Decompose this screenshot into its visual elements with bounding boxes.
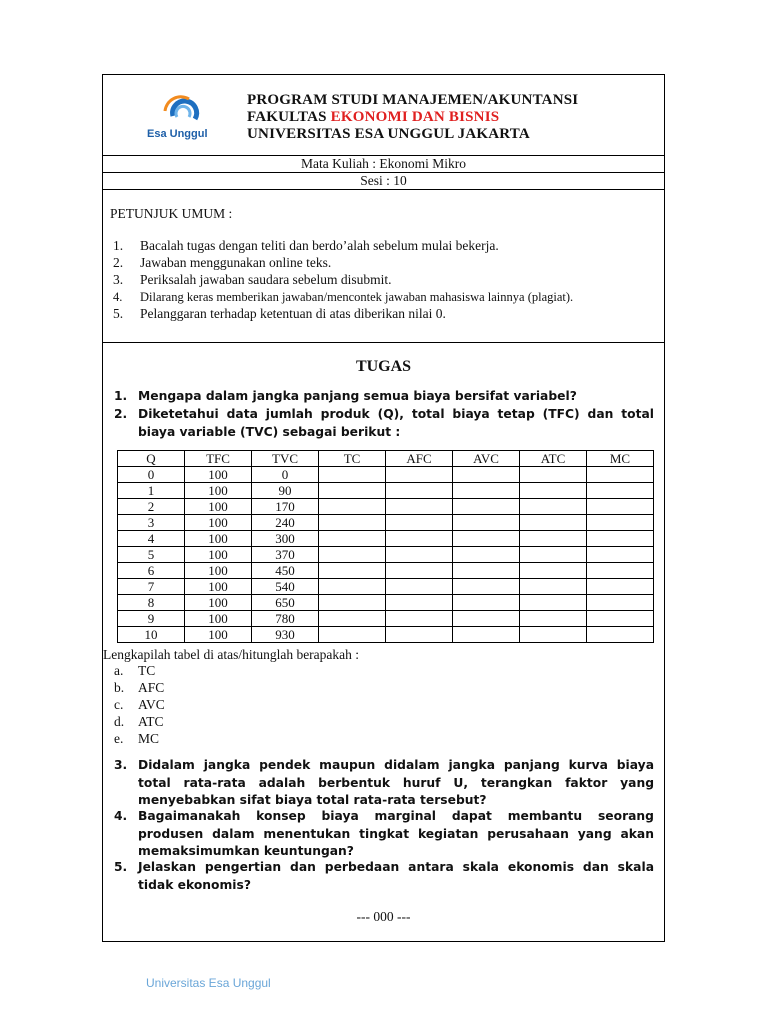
table-cell: 6	[118, 563, 185, 579]
table-row	[118, 579, 654, 595]
table-cell: 650	[252, 595, 319, 611]
assignment-title: TUGAS	[355, 358, 412, 375]
table-cell	[520, 483, 587, 499]
table-cell: 100	[185, 547, 252, 563]
table-cell: 100	[185, 467, 252, 483]
col-tc: TC	[319, 451, 386, 467]
table-cell: 100	[185, 483, 252, 499]
col-tvc: TVC	[252, 451, 319, 467]
table-cell	[386, 531, 453, 547]
table-row	[118, 467, 654, 483]
table-cell: 7	[118, 579, 185, 595]
table-cell: 780	[252, 611, 319, 627]
table-cell	[587, 611, 654, 627]
table-cell	[520, 595, 587, 611]
table-cell: 1	[118, 483, 185, 499]
table-cell	[453, 515, 520, 531]
faculty-line: FAKULTAS EKONOMI DAN BISNIS	[247, 109, 500, 125]
table-cell	[520, 627, 587, 643]
table-cell	[386, 467, 453, 483]
university-logo	[143, 93, 225, 143]
table-cell: 100	[185, 515, 252, 531]
table-cell	[587, 563, 654, 579]
question-1: 1. Mengapa dalam jangka panjang semua biaya bersifat variabel?	[114, 389, 577, 403]
table-cell: 540	[252, 579, 319, 595]
table-cell	[319, 483, 386, 499]
table-cell: 0	[118, 467, 185, 483]
faculty-highlight: EKONOMI DAN BISNIS	[330, 109, 500, 125]
table-cell	[520, 563, 587, 579]
table-cell: 930	[252, 627, 319, 643]
table-cell: 4	[118, 531, 185, 547]
table-row	[118, 627, 654, 643]
list-item: a. TC	[114, 663, 156, 678]
table-cell	[520, 499, 587, 515]
table-cell: 100	[185, 579, 252, 595]
instruction-item: 3. Periksalah jawaban saudara sebelum disubmit.	[113, 272, 392, 287]
table-cell: 100	[185, 611, 252, 627]
table-row	[118, 611, 654, 627]
table-cell	[319, 627, 386, 643]
table-cell: 170	[252, 499, 319, 515]
table-cell	[453, 579, 520, 595]
table-cell	[319, 467, 386, 483]
table-cell	[453, 547, 520, 563]
table-cell	[520, 579, 587, 595]
table-cell	[453, 595, 520, 611]
col-afc: AFC	[386, 451, 453, 467]
esa-unggul-logo-icon	[143, 93, 225, 143]
table-cell: 0	[252, 467, 319, 483]
question-4: 4. Bagaimanakah konsep biaya marginal dapat membantu seorang produsen dalam menentukan tingkat kegiatan perusahaan yang akan memaksimumkan keuntungan?	[114, 809, 654, 858]
table-cell	[386, 483, 453, 499]
table-cell	[520, 547, 587, 563]
table-cell	[386, 595, 453, 611]
table-cell: 100	[185, 499, 252, 515]
list-item: b. AFC	[114, 680, 165, 695]
table-cell: 2	[118, 499, 185, 515]
col-atc: ATC	[520, 451, 587, 467]
cost-table	[117, 450, 654, 643]
assignment-document	[102, 74, 665, 942]
table-cell	[386, 579, 453, 595]
document-header	[103, 75, 664, 156]
table-cell	[453, 499, 520, 515]
table-cell	[453, 611, 520, 627]
col-mc: MC	[587, 451, 654, 467]
table-cell	[520, 531, 587, 547]
program-line: PROGRAM STUDI MANAJEMEN/AKUNTANSI	[247, 92, 579, 108]
instruction-item: 1. Bacalah tugas dengan teliti dan berdo’alah sebelum mulai bekerja.	[113, 238, 499, 253]
table-cell: 5	[118, 547, 185, 563]
table-cell: 9	[118, 611, 185, 627]
table-cell: 10	[118, 627, 185, 643]
table-cell	[319, 579, 386, 595]
page-footer: Universitas Esa Unggul	[146, 976, 271, 990]
table-cell	[386, 515, 453, 531]
university-line: UNIVERSITAS ESA UNGGUL JAKARTA	[247, 126, 530, 142]
list-item: d. ATC	[114, 714, 164, 729]
table-cell: 300	[252, 531, 319, 547]
instruction-item: 5. Pelanggaran terhadap ketentuan di atas diberikan nilai 0.	[113, 306, 446, 321]
course-name: Mata Kuliah : Ekonomi Mikro	[103, 155, 664, 173]
question-2: 2. Diketetahui data jumlah produk (Q), total biaya tetap (TFC) dan total biaya variable (TVC) sebagai berikut :	[114, 407, 654, 439]
col-tfc: TFC	[185, 451, 252, 467]
instructions-title: PETUNJUK UMUM :	[110, 206, 233, 221]
table-row	[118, 595, 654, 611]
table-cell	[587, 627, 654, 643]
col-avc: AVC	[453, 451, 520, 467]
table-cell: 100	[185, 595, 252, 611]
table-cell	[453, 483, 520, 499]
session-number: Sesi : 10	[103, 173, 664, 190]
table-cell	[386, 627, 453, 643]
logo-text: Esa Unggul	[147, 128, 208, 140]
table-cell	[319, 563, 386, 579]
table-cell	[587, 483, 654, 499]
list-item: e. MC	[114, 731, 160, 746]
table-cell: 370	[252, 547, 319, 563]
complete-table-instruction: Lengkapilah tabel di atas/hitunglah berapakah :	[103, 647, 360, 662]
table-row	[118, 531, 654, 547]
table-cell	[587, 515, 654, 531]
table-cell	[520, 611, 587, 627]
table-cell: 100	[185, 627, 252, 643]
table-cell	[520, 467, 587, 483]
table-cell: 100	[185, 563, 252, 579]
table-cell: 3	[118, 515, 185, 531]
table-cell: 100	[185, 531, 252, 547]
table-row	[118, 515, 654, 531]
table-cell	[319, 595, 386, 611]
table-cell: 8	[118, 595, 185, 611]
table-cell	[453, 627, 520, 643]
table-cell	[587, 467, 654, 483]
question-3: 3. Didalam jangka pendek maupun didalam jangka panjang kurva biaya total rata-rata adalah berbentuk huruf U, terangkan faktor yang menyebabkan sifat biaya total rata-rata tersebut?	[114, 758, 654, 807]
table-cell	[587, 595, 654, 611]
table-cell	[386, 499, 453, 515]
table-cell	[453, 467, 520, 483]
table-row	[118, 547, 654, 563]
table-cell	[386, 563, 453, 579]
table-cell: 90	[252, 483, 319, 499]
table-row	[118, 499, 654, 515]
table-cell	[520, 515, 587, 531]
list-item: c. AVC	[114, 697, 165, 712]
table-cell	[587, 499, 654, 515]
table-row	[118, 483, 654, 499]
complete-items-list	[114, 662, 165, 747]
table-cell	[319, 547, 386, 563]
instruction-item: 2. Jawaban menggunakan online teks.	[113, 255, 332, 270]
table-cell	[319, 499, 386, 515]
table-cell: 240	[252, 515, 319, 531]
table-row	[118, 563, 654, 579]
table-cell	[386, 547, 453, 563]
table-cell: 450	[252, 563, 319, 579]
table-header-row	[118, 451, 654, 467]
general-instructions	[103, 190, 664, 343]
table-cell	[587, 531, 654, 547]
institution-name	[247, 92, 578, 143]
table-cell	[319, 531, 386, 547]
table-body	[118, 467, 654, 643]
table-cell	[587, 547, 654, 563]
col-q: Q	[118, 451, 185, 467]
table-cell	[453, 531, 520, 547]
instructions-list	[113, 238, 573, 323]
table-cell	[319, 611, 386, 627]
instruction-item: 4. Dilarang keras memberikan jawaban/mencontek jawaban mahasiswa lainnya (plagiat).	[113, 290, 574, 304]
end-marker: --- 000 ---	[356, 909, 411, 924]
table-cell	[453, 563, 520, 579]
table-cell	[386, 611, 453, 627]
question-5: 5. Jelaskan pengertian dan perbedaan antara skala ekonomis dan skala tidak ekonomis?	[114, 860, 654, 892]
table-cell	[319, 515, 386, 531]
table-cell	[587, 579, 654, 595]
